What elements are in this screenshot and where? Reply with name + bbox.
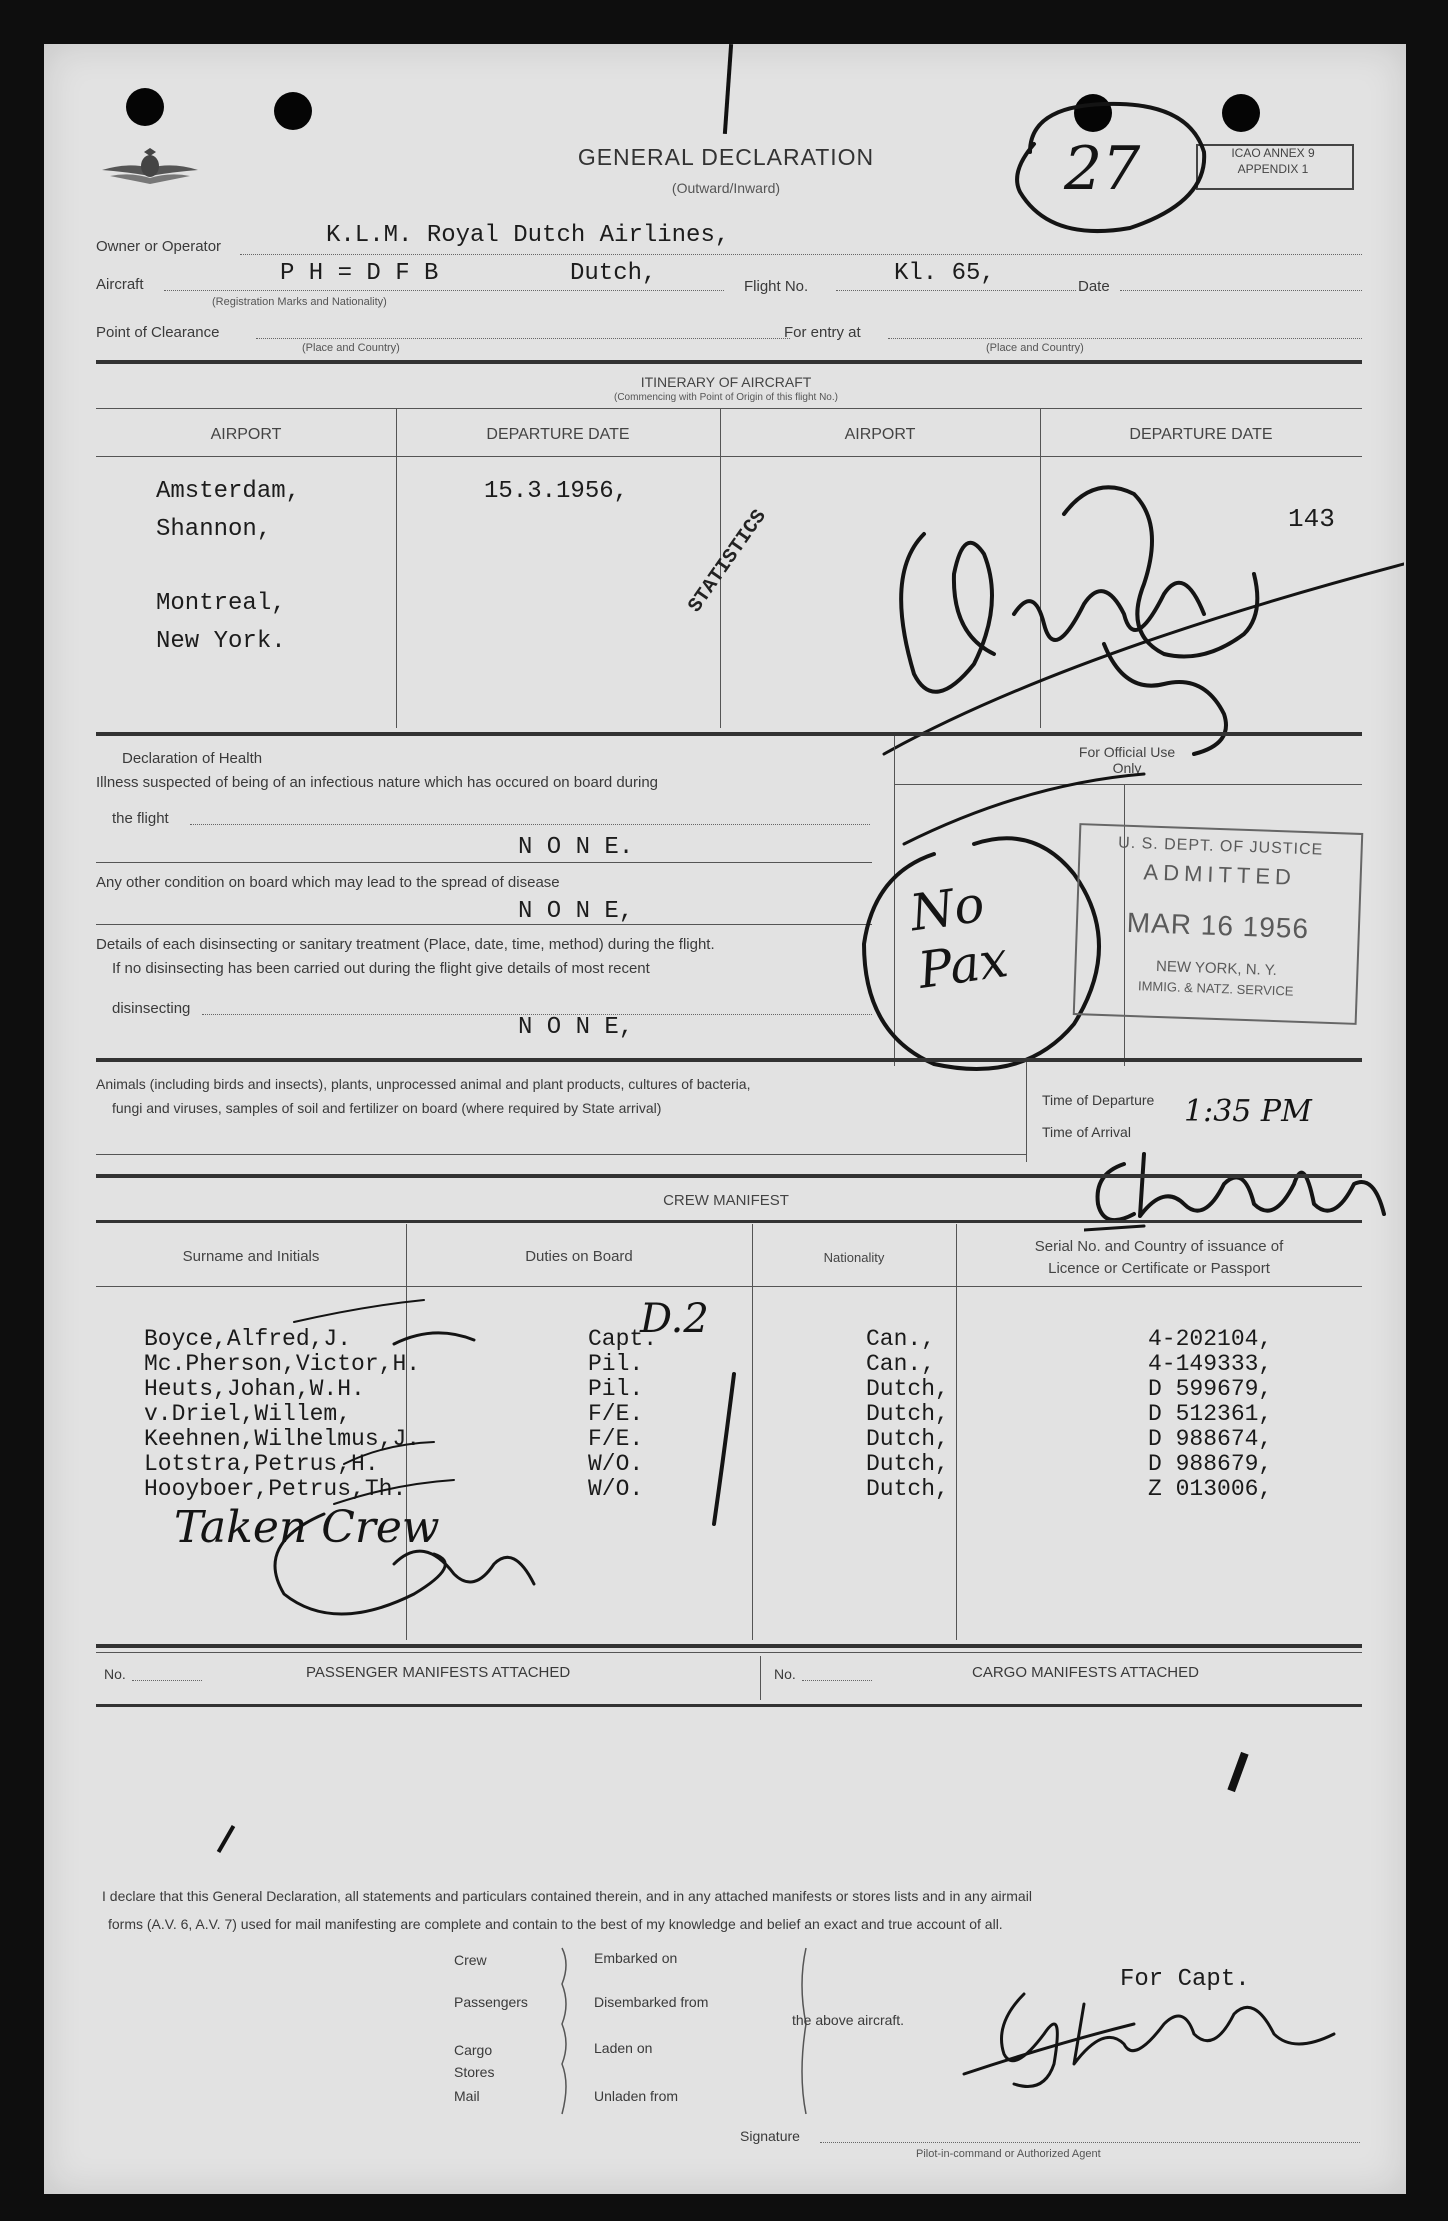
owner-label: Owner or Operator [96,238,222,255]
cargo-manifests-label: CARGO MANIFESTS ATTACHED [972,1664,1199,1681]
disinsect-value: N O N E, [518,1014,634,1041]
punch-hole [126,88,164,126]
itinerary-col-date-1: DEPARTURE DATE [486,426,630,443]
crew-nationality: Can., [866,1326,936,1352]
entry-place-note: (Place and Country) [986,342,1084,354]
statistics-stamp: STATISTICS [684,505,772,618]
taken-crew-note: Taken Crew [174,1502,440,1553]
crew-serial: D 988674, [1148,1426,1273,1452]
unladen-label: Unladen from [594,2088,679,2104]
illness-value: N O N E. [518,834,634,861]
disinsect-label-1: Details of each disinsecting or sanitary treatment (Place, date, time, method) during the flight. [96,936,715,953]
crew-manifest-title: CREW MANIFEST [663,1192,789,1209]
crew-serial: D 599679, [1148,1376,1273,1402]
declaration-item-passengers: Passengers [454,1994,528,2010]
admitted-stamp [1073,823,1364,1025]
declaration-item-crew: Crew [454,1952,487,1968]
crew-duty: F/E. [588,1426,644,1452]
embarked-label: Embarked on [594,1950,678,1966]
official-use-label: For Official Use Only [1078,744,1176,776]
other-condition-value: N O N E, [518,898,634,925]
itinerary-airport-3: Montreal, [156,590,286,617]
crew-col-serial-1: Serial No. and Country of issuance of [1034,1238,1284,1255]
for-capt-label: For Capt. [1120,1966,1250,1993]
itinerary-airport-2: Shannon, [156,516,272,543]
animals-text-1: Animals (including birds and insects), plants, unprocessed animal and plant products, cultures of bacteria, [96,1076,751,1092]
crew-name: v.Driel,Willem, [144,1401,352,1427]
other-condition-label: Any other condition on board which may lead to the spread of disease [96,874,560,891]
itinerary-note: (Commencing with Point of Origin of this flight No.) [614,392,838,403]
crew-duty: F/E. [588,1401,644,1427]
aircraft-registration: P H = D F B [280,260,439,287]
passenger-manifests-label: PASSENGER MANIFESTS ATTACHED [306,1664,571,1681]
crew-duty: W/O. [588,1451,644,1477]
illness-label-2: the flight [112,810,169,827]
crew-pen-marks [134,1294,834,1654]
crew-name: Heuts,Johan,W.H. [144,1376,365,1402]
crew-duty: W/O. [588,1476,644,1502]
stamp-line-3: MAR 16 1956 [1126,906,1310,945]
clearance-place-note: (Place and Country) [302,342,400,354]
crew-col-nationality: Nationality [823,1250,885,1265]
crew-name: Mc.Pherson,Victor,H. [144,1351,421,1377]
crew-serial: 4-202104, [1148,1326,1273,1352]
crew-nationality: Dutch, [866,1426,949,1452]
crew-serial: D 512361, [1148,1401,1273,1427]
registration-note: (Registration Marks and Nationality) [212,296,387,308]
stamp-line-4: NEW YORK, N. Y. [1155,957,1278,980]
health-title: Declaration of Health [122,750,263,767]
laden-label: Laden on [594,2040,653,2056]
itinerary-airport-1: Amsterdam, [156,478,301,505]
stamp-line-1: U. S. DEPT. OF JUSTICE [1117,834,1324,859]
appendix-label: APPENDIX 1 [1237,162,1309,176]
punch-hole [274,92,312,130]
itinerary-col-airport-1: AIRPORT [210,426,282,443]
form-subtitle: (Outward/Inward) [671,180,781,196]
crew-serial: Z 013006, [1148,1476,1273,1502]
klm-wing-logo [100,148,200,196]
passenger-no-label: No. [104,1666,126,1682]
signature-note: Pilot-in-command or Authorized Agent [916,2148,1101,2160]
crew-name: Boyce,Alfred,J. [144,1326,352,1352]
disembarked-label: Disembarked from [594,1994,709,2010]
declaration-form [44,44,1406,2194]
declaration-text-1: I declare that this General Declaration, all statements and particulars contained therein, and in any attached manifests or stores lists and in any airmail [102,1888,1032,1904]
aircraft-label: Aircraft [96,276,144,293]
itinerary-col-date-2: DEPARTURE DATE [1129,426,1273,443]
itinerary-title: ITINERARY OF AIRCRAFT [640,374,812,390]
crew-duty: Capt. [588,1326,658,1352]
pen-mark [1227,1752,1248,1792]
crew-col-name: Surname and Initials [182,1248,320,1265]
pen-mark [723,44,733,134]
disinsect-label-2: If no disinsecting has been carried out during the flight give details of most recent [112,960,650,977]
flight-label: Flight No. [744,278,809,295]
signature-label: Signature [740,2128,800,2144]
animals-text-2: fungi and viruses, samples of soil and fertilizer on board (where required by State arrival) [112,1100,662,1116]
declaration-item-stores: Stores [454,2064,495,2080]
crew-serial: 4-149333, [1148,1351,1273,1377]
illness-label-1: Illness suspected of being of an infectious nature which has occured on board during [96,774,659,791]
cargo-no-label: No. [774,1666,796,1682]
owner-value: K.L.M. Royal Dutch Airlines, [326,222,730,249]
crew-nationality: Dutch, [866,1401,949,1427]
above-aircraft-label: the above aircraft. [792,2012,905,2028]
captain-signature [934,1964,1354,2094]
crew-name: Hooyboer,Petrus,Th. [144,1476,407,1502]
duty-annotation-mark: D.2 [640,1296,709,1342]
declaration-item-cargo: Cargo [454,2042,493,2058]
handwritten-number: 27 [1064,134,1141,204]
date-label: Date [1078,278,1110,295]
no-pax-note: No Pax [906,874,1012,1000]
declaration-braces [554,1944,814,2124]
declaration-text-2: forms (A.V. 6, A.V. 7) used for mail manifesting are complete and contain to the best of my knowledge and belief an exact and true account of all. [108,1916,1003,1932]
crew-nationality: Dutch, [866,1476,949,1502]
annex-label: ICAO ANNEX 9 [1231,146,1315,160]
crew-col-duties: Duties on Board [525,1248,633,1265]
clearance-label: Point of Clearance [96,324,220,341]
flight-number: Kl. 65, [894,260,995,287]
stamp-line-2: ADMITTED [1143,859,1297,890]
itinerary-col-airport-2: AIRPORT [844,426,916,443]
itinerary-departure-date: 15.3.1956, [484,478,629,505]
disinsect-label-3: disinsecting [112,1000,191,1017]
crew-nationality: Dutch, [866,1376,949,1402]
arrival-time-label: Time of Arrival [1042,1124,1131,1140]
handwritten-arrival-time: 1:35 PM [1184,1094,1312,1129]
departure-time-label: Time of Departure [1042,1092,1155,1108]
crew-col-serial-2: Licence or Certificate or Passport [1048,1260,1270,1277]
itinerary-airport-4: New York. [156,628,286,655]
itinerary-number: 143 [1288,504,1335,534]
aircraft-nationality: Dutch, [570,260,657,287]
stamp-line-5: IMMIG. & NATZ. SERVICE [1137,978,1294,999]
crew-name: Keehnen,Wilhelmus,J. [144,1426,421,1452]
form-title: GENERAL DECLARATION [577,144,875,170]
crew-nationality: Dutch, [866,1451,949,1477]
crew-duty: Pil. [588,1351,644,1377]
crew-duty: Pil. [588,1376,644,1402]
entry-label: For entry at [784,324,861,341]
declaration-item-mail: Mail [454,2088,480,2104]
pen-mark [217,1825,235,1853]
crew-serial: D 988679, [1148,1451,1273,1477]
crew-nationality: Can., [866,1351,936,1377]
crew-name: Lotstra,Petrus,H. [144,1451,379,1477]
